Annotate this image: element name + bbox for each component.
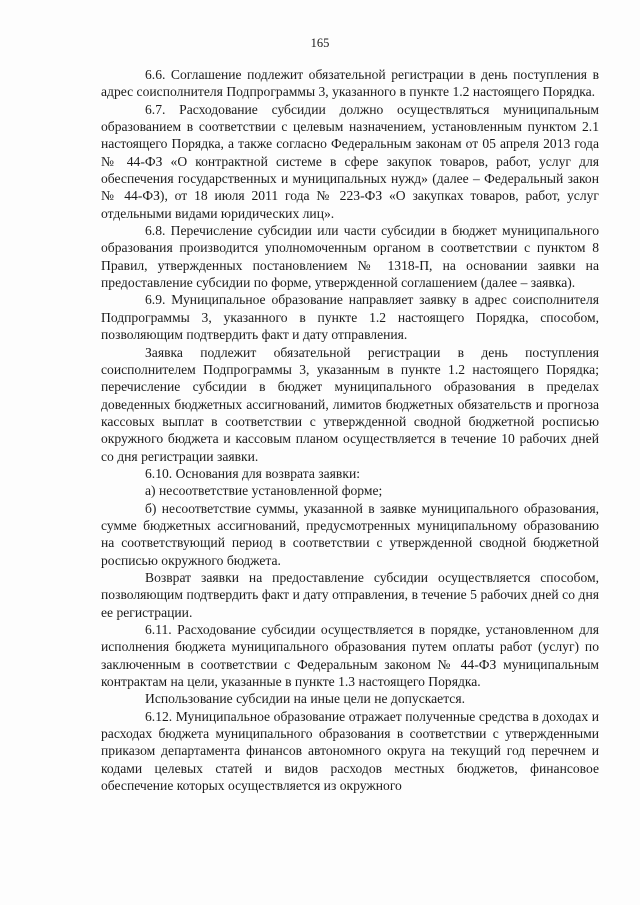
paragraph-application-registration: Заявка подлежит обязательной регистрации в день поступления соисполнителем Подпрограммы 3, указанным в пункте 1.2 настоящего Порядка; перечисление субсидии в бюджет муниципального образования в пределах доведенных бюджетных ассигнований, лимитов бюджетных обязательств и прогноза кассовых выплат в соответствии с утвержденной сводной бюджетной росписью окружного бюджета и кассовым планом осуществляется в течение 10 рабочих дней со дня регистрации заявки. bbox=[101, 344, 599, 464]
document-body bbox=[101, 66, 599, 794]
list-item-b: б) несоответствие суммы, указанной в заявке муниципального образования, сумме бюджетных ассигнований, предусмотренных муниципальному образованию на соответствующий период в соответствии с утвержденной сводной бюджетной росписью окружного бюджета. bbox=[101, 500, 599, 568]
list-item-a: а) несоответствие установленной форме; bbox=[145, 483, 383, 499]
paragraph-6-10: 6.10. Основания для возврата заявки: bbox=[145, 465, 360, 481]
paragraph-other-use: Использование субсидии на иные цели не допускается. bbox=[145, 691, 465, 707]
paragraph-6-11: 6.11. Расходование субсидии осуществляется в порядке, установленном для исполнения бюджета муниципального образования путем оплаты работ (услуг) по заключенным в соответствии с Федеральным законом № 44-ФЗ муниципальным контрактам на цели, указанные в пункте 1.3 настоящего Порядка. bbox=[101, 622, 599, 690]
paragraph-6-6: 6.6. Соглашение подлежит обязательной регистрации в день поступления в адрес соисполнителя Подпрограммы 3, указанного в пункте 1.2 настоящего Порядка. bbox=[101, 67, 599, 100]
paragraph-return: Возврат заявки на предоставление субсидии осуществляется способом, позволяющим подтвердить факт и дату отправления, в течение 5 рабочих дней со дня ее регистрации. bbox=[101, 569, 599, 620]
paragraph-6-9: 6.9. Муниципальное образование направляет заявку в адрес соисполнителя Подпрограммы 3, указанного в пункте 1.2 настоящего Порядка, способом, позволяющим подтвердить факт и дату отправления. bbox=[101, 292, 599, 343]
paragraph-6-7: 6.7. Расходование субсидии должно осуществляться муниципальным образованием в соответствии с целевым назначением, установленным пунктом 2.1 настоящего Порядка, а также согласно Федеральным законам от 05 апреля 2013 года № 44-ФЗ «О контрактной системе в сфере закупок товаров, работ, услуг для обеспечения государственных и муниципальных нужд» (далее – Федеральный закон № 44-ФЗ), от 18 июля 2011 года № 223-ФЗ «О закупках товаров, работ, услуг отдельными видами юридических лиц». bbox=[101, 101, 599, 221]
paragraph-6-8: 6.8. Перечисление субсидии или части субсидии в бюджет муниципального образования производится уполномоченным органом в соответствии с пунктом 8 Правил, утвержденных постановлением № 1318-П, на основании заявки на предоставление субсидии по форме, утвержденной соглашением (далее – заявка). bbox=[101, 223, 599, 291]
page-number: 165 bbox=[310, 36, 330, 50]
paragraph-6-12: 6.12. Муниципальное образование отражает полученные средства в доходах и расходах бюджета муниципального образования в соответствии с утвержденными приказом департамента финансов автономного округа на текущий год перечнем и кодами целевых статей и видов расходов местных бюджетов, финансовое обеспечение которых осуществляется из окружного bbox=[101, 708, 599, 794]
